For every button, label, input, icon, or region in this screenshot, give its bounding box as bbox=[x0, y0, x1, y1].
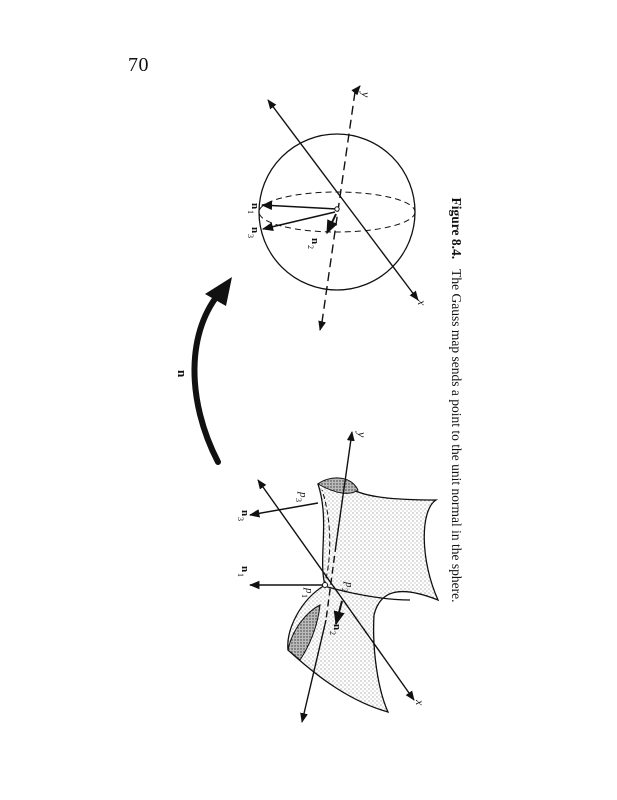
sphere-axis-x bbox=[268, 100, 418, 300]
sphere-label-n3: n bbox=[249, 227, 261, 234]
svg-text:3: 3 bbox=[294, 498, 303, 502]
surface-label-x: x bbox=[413, 700, 427, 706]
svg-text:3: 3 bbox=[236, 517, 245, 521]
svg-text:1: 1 bbox=[236, 573, 245, 577]
sphere-label-n2: n bbox=[309, 238, 321, 245]
map-label-n: n bbox=[175, 370, 190, 378]
gauss-map-arrow bbox=[175, 277, 232, 462]
surface-label-p2: p bbox=[343, 582, 355, 588]
sphere-equator bbox=[259, 192, 415, 232]
svg-text:2: 2 bbox=[306, 245, 315, 249]
sphere-label-y: y bbox=[359, 92, 373, 98]
svg-text:2: 2 bbox=[340, 588, 349, 592]
surface-label-y: y bbox=[355, 432, 369, 438]
surface-body bbox=[288, 482, 438, 712]
surface-label-n3: n bbox=[239, 510, 251, 517]
svg-text:2: 2 bbox=[328, 631, 337, 635]
figure-caption-label: Figure 8.4. bbox=[449, 197, 464, 260]
surface-label-n1: n bbox=[239, 566, 251, 573]
surface-n3-vector bbox=[250, 503, 318, 515]
map-arrow-curve bbox=[194, 290, 222, 462]
page-number: 70 bbox=[128, 54, 149, 76]
surface-label-n2: n bbox=[331, 624, 343, 631]
svg-text:1: 1 bbox=[300, 594, 309, 598]
figure-caption-text: The Gauss map sends a point to the unit normal in the sphere. bbox=[449, 269, 464, 603]
surface-label-p1: p bbox=[303, 588, 315, 594]
figure-caption bbox=[448, 198, 464, 603]
sphere-label-x: x bbox=[415, 300, 429, 306]
unit-sphere-diagram bbox=[246, 86, 429, 330]
sphere-n2-vector bbox=[327, 214, 336, 233]
sphere-n3-vector bbox=[263, 212, 335, 229]
saddle-surface-diagram bbox=[236, 431, 438, 722]
sphere-n1-vector bbox=[262, 205, 337, 209]
map-arrow-head bbox=[205, 277, 232, 306]
surface-label-p3: p bbox=[297, 492, 309, 498]
svg-text:1: 1 bbox=[246, 210, 255, 214]
sphere-label-n1: n bbox=[249, 203, 261, 210]
svg-text:3: 3 bbox=[246, 234, 255, 238]
sphere-outline bbox=[259, 134, 415, 290]
